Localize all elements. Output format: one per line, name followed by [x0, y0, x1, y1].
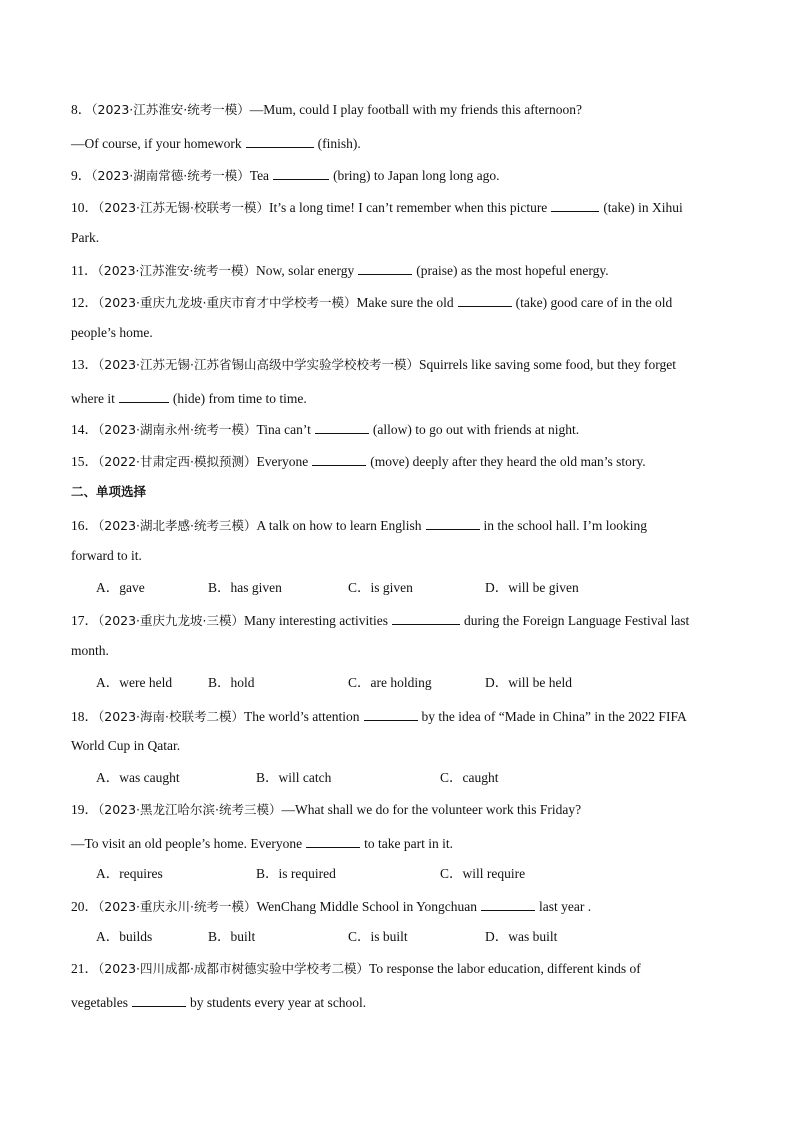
question-18-options	[71, 769, 720, 787]
question-18-line-2	[71, 737, 720, 755]
answer-blank[interactable]	[392, 610, 460, 625]
question-19-line-2	[71, 833, 720, 851]
question-text: —What shall we do for the volunteer work this Friday?	[281, 802, 582, 817]
question-source: （2023·江苏淮安·统考一模）	[91, 102, 250, 117]
question-9	[71, 165, 720, 183]
question-number: 8．	[71, 102, 92, 117]
option-d[interactable]: D．will be given	[485, 580, 579, 595]
question-21	[71, 960, 720, 978]
question-number: 11．	[71, 263, 98, 278]
question-text: Many interesting activities	[244, 613, 388, 628]
question-source: （2023·重庆九龙坡·重庆市育才中学校考一模）	[98, 295, 357, 310]
question-text: —To visit an old people’s home. Everyone	[71, 836, 303, 851]
question-text: (take) good care of in the old	[515, 295, 673, 310]
option-c[interactable]: C．caught	[440, 770, 499, 785]
answer-blank[interactable]	[132, 992, 186, 1007]
option-a[interactable]: A．were held	[96, 675, 173, 690]
option-b[interactable]: B．hold	[208, 675, 255, 690]
question-text: —Of course, if your homework	[71, 136, 242, 151]
question-13	[71, 356, 720, 374]
question-source: （2023·重庆九龙坡·三模）	[98, 613, 245, 628]
question-text: Tea	[249, 168, 270, 183]
question-source: （2023·江苏无锡·校联考一模）	[98, 200, 270, 215]
question-number: 12．	[71, 295, 98, 310]
question-10-line-2	[71, 229, 720, 247]
question-13-line-2	[71, 388, 720, 406]
question-text: to take part in it.	[364, 836, 453, 851]
question-16-options	[71, 579, 720, 597]
question-source: （2023·湖南永州·统考一模）	[98, 422, 257, 437]
question-21-line-2	[71, 992, 720, 1010]
question-source: （2023·江苏无锡·江苏省锡山高级中学实验学校校考一模）	[98, 357, 420, 372]
question-number: 20．	[71, 899, 98, 914]
question-text: Now, solar energy	[256, 263, 355, 278]
question-18	[71, 706, 720, 724]
question-text: (take) in Xihui	[603, 200, 683, 215]
question-17-line-2	[71, 642, 720, 660]
question-number: 17．	[71, 613, 98, 628]
question-15	[71, 451, 720, 469]
question-number: 19．	[71, 802, 98, 817]
question-17	[71, 610, 720, 628]
question-text: vegetables	[71, 995, 128, 1010]
question-8-line-2	[71, 133, 720, 151]
answer-blank[interactable]	[426, 515, 480, 530]
question-10	[71, 197, 720, 215]
option-d[interactable]: D．will be held	[485, 675, 572, 690]
option-a[interactable]: A．requires	[96, 866, 163, 881]
question-text: It’s a long time! I can’t remember when this picture	[269, 200, 548, 215]
answer-blank[interactable]	[312, 451, 366, 466]
option-d[interactable]: D．was built	[485, 929, 558, 944]
question-text: The world’s attention	[244, 709, 360, 724]
question-source: （2022·甘肃定西·模拟预测）	[98, 454, 257, 469]
question-11	[71, 260, 720, 278]
question-text: A talk on how to learn English	[256, 518, 422, 533]
question-text: (finish).	[317, 136, 361, 151]
question-text: by students every year at school.	[189, 995, 367, 1010]
question-number: 16．	[71, 518, 98, 533]
question-20	[71, 896, 720, 914]
question-source: （2023·四川成都·成都市树德实验中学校考二模）	[98, 961, 370, 976]
question-text: month.	[71, 643, 109, 658]
question-source: （2023·江苏淮安·统考一模）	[97, 263, 257, 278]
option-c[interactable]: C．will require	[440, 866, 526, 881]
question-number: 21．	[71, 961, 98, 976]
question-20-options	[71, 928, 720, 946]
option-b[interactable]: B．will catch	[256, 770, 332, 785]
option-c[interactable]: C．are holding	[348, 675, 432, 690]
question-19	[71, 801, 720, 819]
question-12	[71, 292, 720, 310]
question-text: forward to it.	[71, 548, 142, 563]
question-text: Squirrels like saving some food, but they forget	[419, 357, 676, 372]
question-text: —Mum, could I play football with my friends this afternoon?	[249, 102, 582, 117]
question-number: 18．	[71, 709, 98, 724]
answer-blank[interactable]	[364, 706, 418, 721]
option-b[interactable]: B．has given	[208, 580, 282, 595]
answer-blank[interactable]	[246, 133, 314, 148]
question-16-line-2	[71, 547, 720, 565]
answer-blank[interactable]	[119, 388, 169, 403]
question-text: WenChang Middle School in Yongchuan	[256, 899, 478, 914]
question-text: To response the labor education, different kinds of	[369, 961, 641, 976]
question-number: 10．	[71, 200, 98, 215]
option-c[interactable]: C．is given	[348, 580, 413, 595]
answer-blank[interactable]	[458, 292, 512, 307]
answer-blank[interactable]	[315, 419, 369, 434]
question-text: (bring) to Japan long long ago.	[333, 168, 500, 183]
question-text: Tina can’t	[256, 422, 311, 437]
question-source: （2023·重庆永川·统考一模）	[98, 899, 257, 914]
section-heading: 二、单项选择	[71, 484, 147, 499]
question-source: （2023·黑龙江哈尔滨·统考三模）	[98, 802, 282, 817]
answer-blank[interactable]	[273, 165, 329, 180]
option-a[interactable]: A．was caught	[96, 770, 180, 785]
question-8	[71, 101, 720, 119]
question-text: during the Foreign Language Festival last	[463, 613, 690, 628]
option-a[interactable]: A．gave	[96, 580, 145, 595]
question-source: （2023·湖北孝感·统考三模）	[98, 518, 257, 533]
question-text: in the school hall. I’m looking	[483, 518, 647, 533]
answer-blank[interactable]	[551, 197, 599, 212]
answer-blank[interactable]	[306, 833, 360, 848]
answer-blank[interactable]	[358, 260, 412, 275]
question-source: （2023·湖南常德·统考一模）	[91, 168, 250, 183]
option-b[interactable]: B．is required	[256, 866, 336, 881]
question-text: where it	[71, 391, 115, 406]
option-c[interactable]: C．is built	[348, 929, 408, 944]
question-text: Make sure the old	[356, 295, 454, 310]
question-14	[71, 419, 720, 437]
option-b[interactable]: B．built	[208, 929, 256, 944]
option-a[interactable]: A．builds	[96, 929, 153, 944]
question-text: World Cup in Qatar.	[71, 738, 181, 753]
question-text: last year .	[539, 899, 592, 914]
question-source: （2023·海南·校联考二模）	[98, 709, 245, 724]
question-number: 13．	[71, 357, 98, 372]
question-16	[71, 515, 720, 533]
question-text: (move) deeply after they heard the old man’s story.	[370, 454, 646, 469]
question-text: Everyone	[256, 454, 309, 469]
question-19-options	[71, 865, 720, 883]
question-text: (praise) as the most hopeful energy.	[416, 263, 609, 278]
question-number: 15．	[71, 454, 98, 469]
answer-blank[interactable]	[481, 896, 535, 911]
question-17-options	[71, 674, 720, 692]
question-text: people’s home.	[71, 325, 153, 340]
question-12-line-2	[71, 324, 720, 342]
question-text: by the idea of “Made in China” in the 2022 FIFA	[421, 709, 687, 724]
question-text: Park.	[71, 230, 100, 245]
question-number: 14．	[71, 422, 98, 437]
question-number: 9．	[71, 168, 92, 183]
question-text: (hide) from time to time.	[172, 391, 307, 406]
question-text: (allow) to go out with friends at night.	[372, 422, 580, 437]
